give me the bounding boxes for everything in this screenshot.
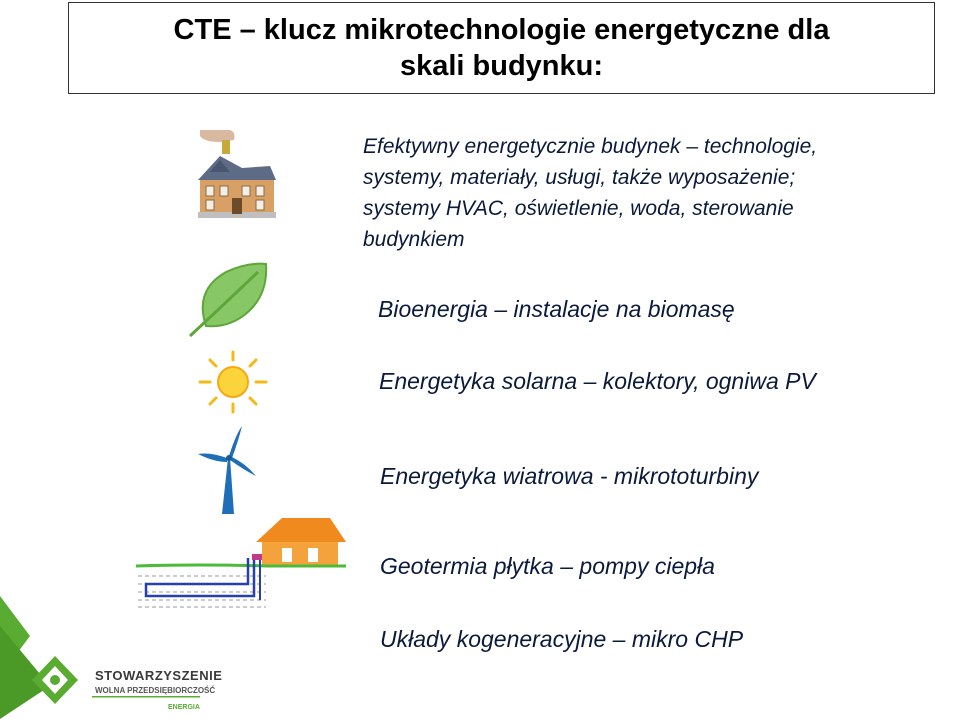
- logo-text-line-3: ENERGIA: [168, 704, 200, 711]
- wind-turbine-icon: [196, 424, 260, 523]
- slide-title-line-1: CTE – klucz mikrotechnologie energetyczne dla: [173, 14, 830, 46]
- item-building-line-2: systemy, materiały, usługi, także wyposażenie;: [363, 166, 796, 189]
- slide-title-box: [68, 2, 935, 94]
- item-wind: Energetyka wiatrowa - mikrototurbiny: [380, 463, 759, 489]
- house-coin-icon: [190, 128, 280, 228]
- item-building-line-1: Efektywny energetycznie budynek – technologie,: [363, 135, 818, 158]
- item-bioenergy: Bioenergia – instalacje na biomasę: [378, 296, 735, 322]
- sun-icon: [196, 350, 270, 419]
- association-logo: [0, 596, 223, 719]
- item-solar: Energetyka solarna – kolektory, ogniwa PV: [379, 368, 816, 394]
- item-building-line-3: systemy HVAC, oświetlenie, woda, sterowanie: [363, 197, 794, 220]
- logo-graphic-icon: [0, 596, 223, 719]
- logo-text-line-2: WOLNA PRZEDSIĘBIORCZOŚĆ: [95, 686, 216, 695]
- slide-title-line-2: skali budynku:: [399, 50, 604, 82]
- item-building-description: [363, 131, 817, 255]
- item-chp: Układy kogeneracyjne – mikro CHP: [380, 626, 744, 652]
- item-geothermal: Geotermia płytka – pompy ciepła: [380, 553, 715, 579]
- leaf-icon: [186, 260, 272, 343]
- logo-text-line-1: STOWARZYSZENIE: [95, 668, 223, 683]
- item-building-line-4: budynkiem: [363, 228, 465, 251]
